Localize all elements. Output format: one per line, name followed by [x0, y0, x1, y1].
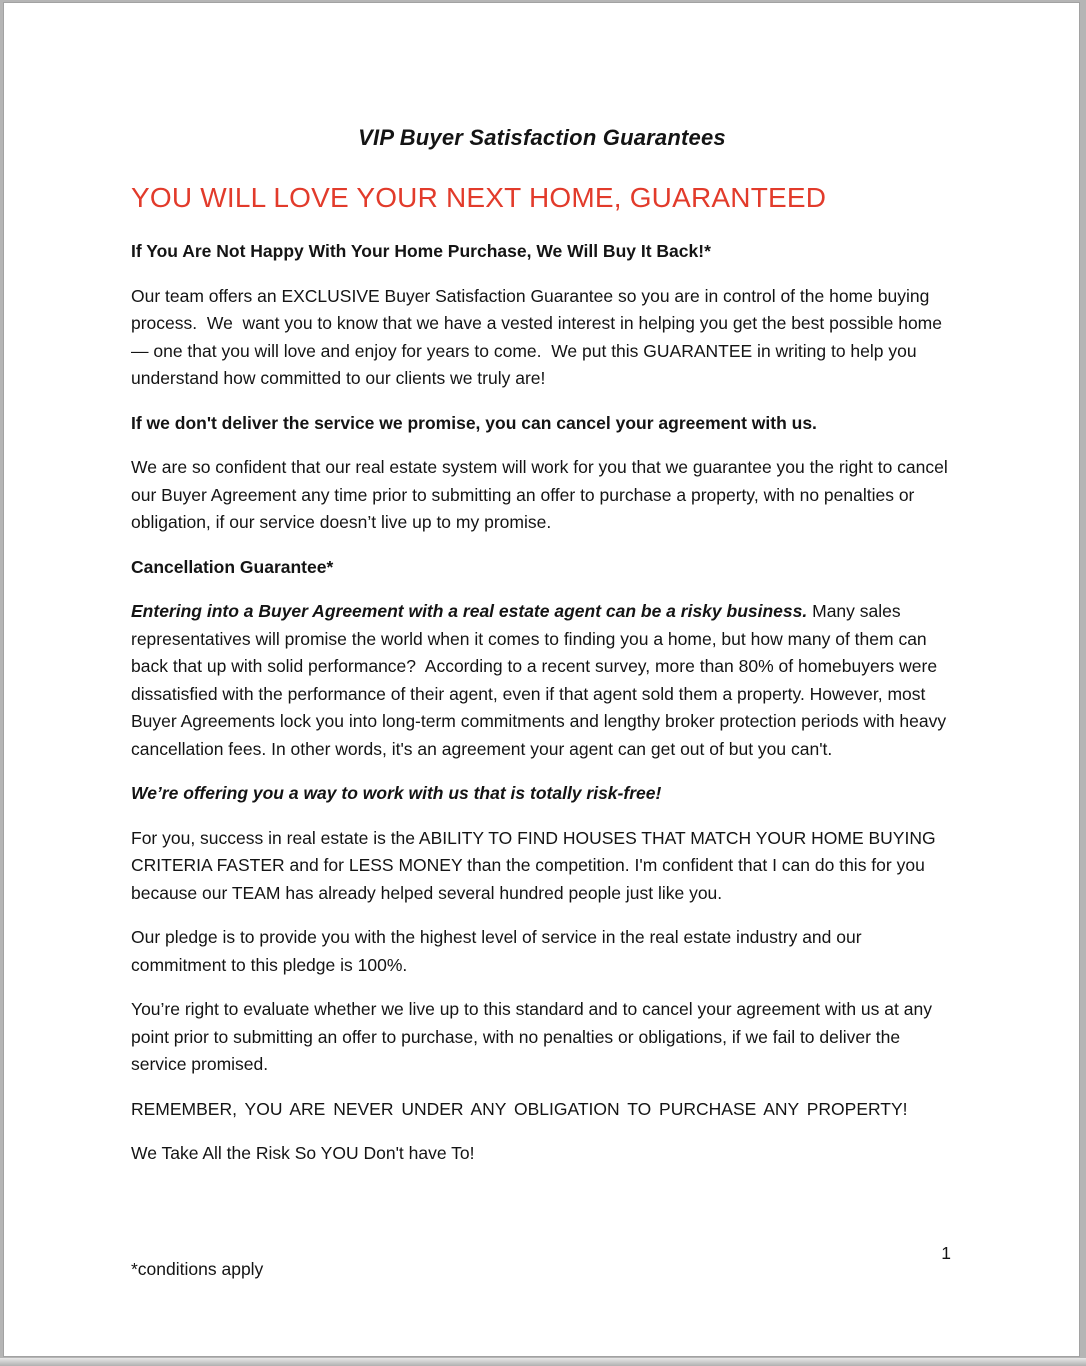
text-run: We Take All the Risk So YOU Don't have To! — [131, 1143, 475, 1163]
paragraph — [131, 283, 953, 393]
paragraph — [131, 238, 953, 266]
document-body — [4, 3, 1079, 1168]
paragraph — [131, 996, 953, 1079]
document-page — [3, 2, 1080, 1357]
paragraph — [131, 598, 953, 763]
paragraph — [131, 825, 953, 908]
headline: YOU WILL LOVE YOUR NEXT HOME, GUARANTEED — [131, 182, 827, 213]
text-run: Our pledge is to provide you with the highest level of service in the real estate industry and our commitment to this pledge is 100%. — [131, 927, 867, 975]
paragraph — [131, 924, 953, 979]
text-run: Entering into a Buyer Agreement with a real estate agent can be a risky business. — [131, 601, 808, 621]
text-run: We’re offering you a way to work with us that is totally risk-free! — [131, 783, 662, 803]
page-number: 1 — [941, 1243, 951, 1263]
paragraph — [131, 410, 953, 438]
text-run: If we don't deliver the service we promise, you can cancel your agreement with us. — [131, 412, 817, 433]
paragraph — [131, 780, 953, 808]
text-run: Cancellation Guarantee* — [131, 556, 334, 577]
text-run: REMEMBER, YOU ARE NEVER UNDER ANY OBLIGATION TO PURCHASE ANY PROPERTY! — [131, 1098, 908, 1119]
paragraph — [131, 554, 953, 582]
paragraph — [131, 1096, 953, 1124]
text-run: Our team offers an EXCLUSIVE Buyer Satisfaction Guarantee so you are in control of the home buying process. We want you to know that we have a vested interest in helping you get the best possible home — one that you will love and enjoy for years to come. We put this GUARANTEE in writing to help you understand how committed to our clients we truly are! — [131, 285, 947, 388]
text-run: You’re right to evaluate whether we live up to this standard and to cancel your agreement with us at any point prior to submitting an offer to purchase, with no penalties or obligations, if we fail to deliver the service promised. — [131, 999, 937, 1074]
text-run: If You Are Not Happy With Your Home Purchase, We Will Buy It Back!* — [131, 241, 711, 261]
text-run: We are so confident that our real estate system will work for you that we guarantee you the right to cancel our Buyer Agreement any time prior to submitting an offer to purchase a property, with no penalties or obligation, if our service doesn’t live up to my promise. — [131, 457, 953, 532]
document-title: VIP Buyer Satisfaction Guarantees — [358, 125, 726, 150]
paragraph — [131, 454, 953, 537]
text-run: For you, success in real estate is the ABILITY TO FIND HOUSES THAT MATCH YOUR HOME BUYING CRITERIA FASTER and for LESS MONEY than the competition. I'm confident that I can do this for you because our TEAM has already helped several hundred people just like you. — [131, 827, 941, 903]
paragraph — [131, 1140, 953, 1168]
paragraphs — [131, 238, 953, 1168]
text-run: Many sales representatives will promise the world when it comes to finding you a home, but how many of them can back that up with solid performance? According to a recent survey, more than 80% of homebuyers were dissatisfied with the performance of their agent, even if that agent sold them a property. However, most Buyer Agreements lock you into long-term commitments and lengthy broker protection periods with heavy cancellation fees. In other words, it's an agreement your agent can get out of but you can't. — [131, 601, 951, 759]
footnote: *conditions apply — [131, 1259, 264, 1279]
page-bottom-edge — [0, 1358, 1086, 1366]
